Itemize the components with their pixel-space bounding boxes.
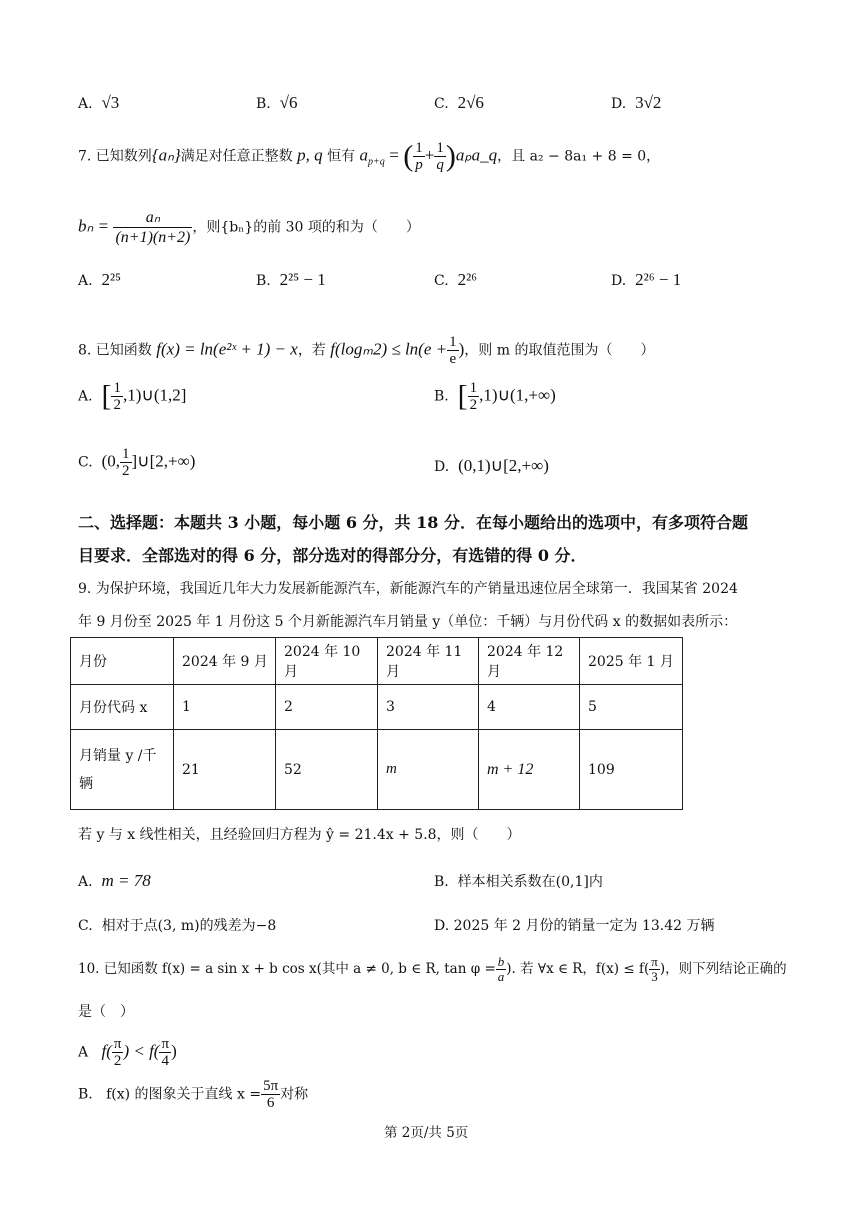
table-cell: 2 [276,685,378,730]
q9-stem-line2: 年 9 月份至 2025 年 1 月份这 5 个月新能源汽车月销量 y（单位：千辆）与月份代码 x 的数据如表所示： [78,614,738,630]
q9-option-b: B. 样本相关系数在(0,1]内 [434,874,603,890]
table-cell: 5 [580,685,683,730]
table-cell: 2024 年 12 月 [479,638,580,685]
q10-stem-line2: 是（ ） [78,1004,134,1020]
q6-option-b: B. √6 [256,93,298,112]
table-cell: 109 [580,730,683,810]
table-cell: 2024 年 11 月 [378,638,479,685]
q10-option-a: A f( $\frac{\pi}{2}$ ) < f( $\frac{\pi}{4}$ ) [78,1036,177,1069]
table-cell: 4 [479,685,580,730]
q7-option-c: C. 2²⁶ [434,270,478,289]
q8-stem: 8. 已知函数 f(x) = ln(e²ˣ + 1) − x，若 f(logₘ2) ≤ ln(e + $\frac{1}{e}$ )，则 m 的取值范围为（ ） [78,334,655,367]
q8-option-c: C. (0, $\frac{1}{2}$ ]∪[2,+∞) [78,446,196,479]
q8-option-a: A. [ $\frac{1}{2}$ ,1)∪(1,2] [78,379,187,413]
q9-option-a: A. m = 78 [78,871,151,890]
table-cell: m [378,730,479,810]
q8-a-half-fraction: $\frac{1}{2}$ [113,380,121,413]
q8-b-half-fraction: $\frac{1}{2}$ [469,380,478,413]
section2-heading-line2: 目要求．全部选对的得 6 分，部分选对的得部分分，有选错的得 0 分． [78,546,587,565]
q6-option-a: A. √3 [78,93,120,112]
q7-option-d: D. 2²⁶ − 1 [611,270,682,289]
table-cell: 21 [174,730,276,810]
q7-frac-1-over-q: $\frac{1}{q}$ [436,140,444,173]
q10-frac-pi-over-3: $\frac{\pi}{3}$ [651,954,658,984]
q9-data-table [70,637,683,810]
q7-stem-line2: bₙ = $\frac{\text{aₙ}}{(n+1)(n+2)}$ ，则{bₙ}的前 30 项的和为（ ） [78,209,420,246]
q10-frac-pi-over-4: $\frac{\pi}{4}$ [161,1036,170,1069]
page-footer: 第 2页/共 5页 [384,1125,469,1141]
table-cell: 3 [378,685,479,730]
table-row-header [71,638,683,685]
q10-frac-b-over-a: $\frac{b}{a}$ [497,954,505,984]
table-cell: 月份代码 x [71,685,174,730]
table-cell-sales-label: 月销量 y /千 辆 [71,730,174,810]
q10-option-b: B. f(x) 的图象关于直线 x = $\frac{5\pi}{6}$ 对称 [78,1078,309,1111]
q10-frac-pi-over-2: $\frac{\pi}{2}$ [113,1036,122,1069]
q9-stem-line1: 9. 为保护环境，我国近几年大力发展新能源汽车，新能源汽车的产销量迅速位居全球第一．我国某省 2024 [78,581,738,597]
q9-option-c: C. 相对于点(3, m)的残差为−8 [78,918,277,934]
q10-frac-5pi-over-6: $\frac{5\pi}{6}$ [263,1078,279,1111]
q7-option-a: A. 2²⁵ [78,270,121,289]
q10-stem-line1: 10. 已知函数 f(x) = a sin x + b cos x(其中 a ≠ 0, b ∈ R, tan φ = $\frac{b}{a}$ ). 若 ∀x ∈ R，f(x) ≤ f( $\frac{\pi}{3}$ )，则下列结论正确的 [78,954,787,984]
q6-option-d: D. 3√2 [611,93,662,112]
table-row-code [71,685,683,730]
q8-frac-1-over-e: $\frac{1}{e}$ [449,334,457,367]
q8-option-d: D. (0,1)∪[2,+∞) [434,456,549,475]
q7-stem-line1: 7. 已知数列{aₙ}满足对任意正整数 p, q 恒有 $a_{p+q}$ = ( $\frac{1}{p}$ + $\frac{1}{q}$ )aₚa_q，且 a₂ − 8a₁ + 8 = 0， [78,139,661,173]
q9-option-d: D. 2025 年 2 月份的销量一定为 13.42 万辆 [434,918,715,934]
table-cell: 月份 [71,638,174,685]
table-cell: 2025 年 1 月 [580,638,683,685]
table-cell: 1 [174,685,276,730]
q7-option-b: B. 2²⁵ − 1 [256,270,326,289]
table-cell: 2024 年 9 月 [174,638,276,685]
table-row-sales [71,730,683,810]
section2-heading-line1: 二、选择题：本题共 3 小题，每小题 6 分，共 18 分．在每小题给出的选项中，有多项符合题 [78,513,748,532]
q8-option-b: B. [ $\frac{1}{2}$ ,1)∪(1,+∞) [434,379,556,413]
q7-frac-1-over-p: $\frac{1}{p}$ [415,140,423,173]
table-cell: m + 12 [479,730,580,810]
q6-option-c: C. 2√6 [434,93,484,112]
q8-c-half-fraction: $\frac{1}{2}$ [122,446,130,479]
q9-question: 若 y 与 x 线性相关，且经验回归方程为 ŷ = 21.4x + 5.8，则（ ） [78,827,521,843]
table-cell: 52 [276,730,378,810]
q7-bn-fraction: $\frac{\text{aₙ}}{(n+1)(n+2)}$ [115,209,191,246]
table-cell: 2024 年 10 月 [276,638,378,685]
